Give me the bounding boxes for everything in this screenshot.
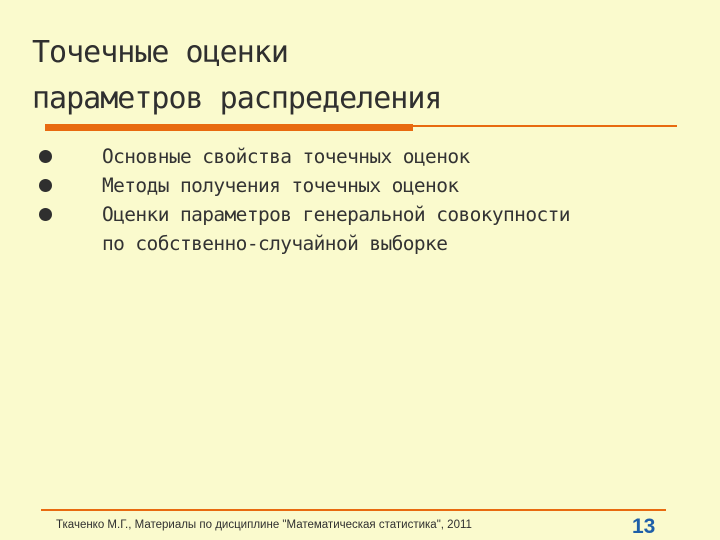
- bullet-dot-icon: [39, 208, 52, 221]
- bullet-item-estimates: [38, 200, 678, 258]
- bullet-item-properties: [38, 142, 678, 171]
- bullet-list: [38, 142, 678, 258]
- bullet-dot-icon: [39, 150, 52, 163]
- bullet-text: Методы получения точечных оценок: [102, 174, 459, 197]
- bullet-text: Оценки параметров генеральной совокупности по собственно-случайной выборке: [102, 203, 570, 255]
- bullet-text: Основные свойства точечных оценок: [102, 145, 470, 168]
- footer-rule: [41, 509, 666, 511]
- bullet-dot-icon: [39, 179, 52, 192]
- page-number: 13: [632, 515, 656, 538]
- slide-title: [32, 30, 672, 122]
- footer-text: Ткаченко М.Г., Материалы по дисциплине "Математическая статистика", 2011: [56, 519, 472, 531]
- title-underline-thick: [45, 124, 413, 131]
- bullet-item-methods: [38, 171, 678, 200]
- slide-title-line-2: параметров распределения: [32, 81, 442, 116]
- slide-title-line-1: Точечные оценки: [32, 35, 288, 70]
